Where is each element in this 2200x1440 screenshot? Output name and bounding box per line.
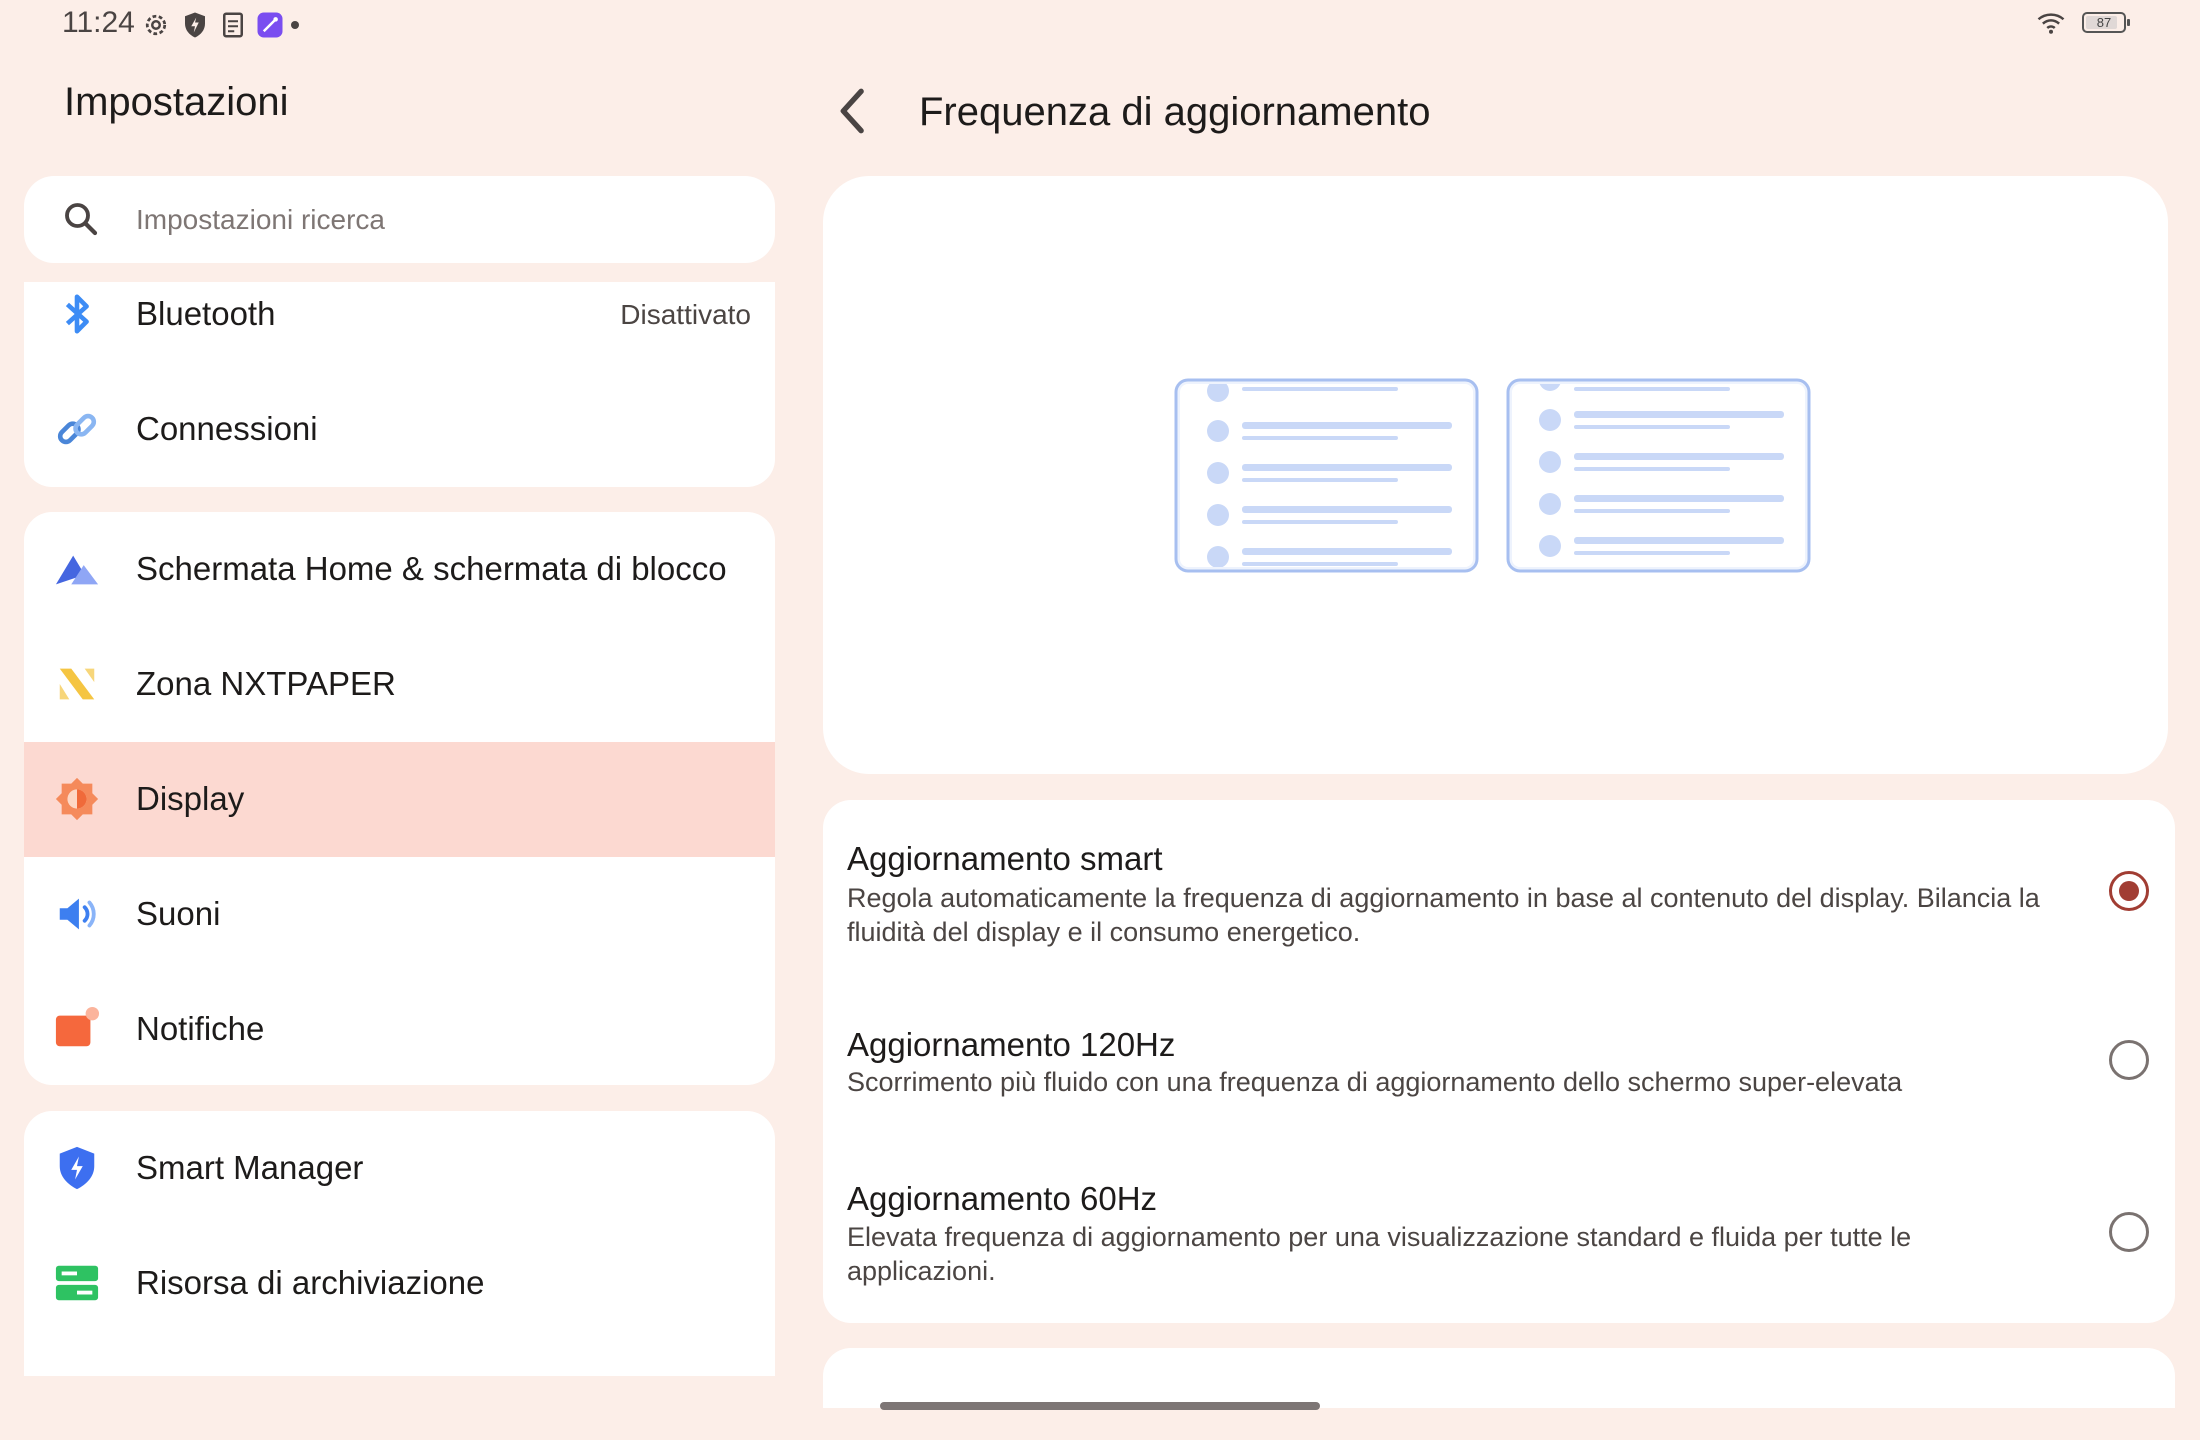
sidebar-item-suoni[interactable] [24,857,775,972]
search-input[interactable]: Impostazioni ricerca [136,204,385,235]
option-description: Regola automaticamente la frequenza di aggiornamento in base al contenuto del display. Bilancia la fluidità del display e il consumo energetico. [847,883,2040,947]
next-settings-card [823,1348,2175,1408]
refresh-rate-illustration [1174,378,1824,578]
sidebar-item-display[interactable] [24,742,775,857]
refresh-rate-options [823,800,2175,1323]
home-indicator[interactable] [880,1402,1320,1410]
sidebar-item-label: Smart Manager [136,1149,364,1186]
sidebar-item-label: Notifiche [136,1010,265,1047]
shield-icon [180,10,210,40]
sidebar-item-connessioni[interactable] [24,372,775,487]
bluetooth-status: Disattivato [620,299,751,330]
option-60hz[interactable] [823,1135,2175,1323]
battery-indicator [2082,12,2126,33]
search-icon [60,198,102,240]
bluetooth-icon [54,291,100,337]
battery-level: 87 [2096,15,2112,30]
settings-group-system [24,1111,775,1376]
sidebar-item-home-lock[interactable] [24,512,775,627]
option-description: Scorrimento più fluido con una frequenza di aggiornamento dello schermo super-elevata [847,1067,1903,1097]
sidebar-item-label: Schermata Home & schermata di blocco [136,550,727,587]
status-time: 11:24 [62,6,135,39]
search-bar[interactable] [24,176,775,263]
option-title: Aggiornamento 120Hz [847,1026,1176,1063]
sidebar-item-label: Display [136,780,245,817]
notification-dot [291,21,299,29]
sidebar-item-storage[interactable] [24,1226,775,1341]
radio-120hz[interactable] [2109,1040,2149,1080]
gear-icon [141,10,171,40]
refresh-rate-illustration-card [823,176,2168,774]
link-icon [54,406,100,452]
option-120hz[interactable] [823,975,2175,1135]
shield-bolt-icon [54,1145,100,1191]
page-title: Frequenza di aggiornamento [919,90,1431,134]
speaker-icon [54,891,100,937]
sidebar-item-label: Suoni [136,895,221,932]
display-sun-icon [54,776,100,822]
radio-60hz[interactable] [2109,1212,2149,1252]
sim-card-icon [218,10,248,40]
back-arrow-icon [832,86,876,136]
option-smart-refresh[interactable] [823,800,2175,975]
sidebar-item-smart-manager[interactable] [24,1111,775,1226]
nxtpaper-icon [54,661,100,707]
option-title: Aggiornamento 60Hz [847,1180,1158,1217]
sidebar-item-label: Risorsa di archiviazione [136,1264,485,1301]
sidebar-item-label: Zona NXTPAPER [136,665,396,702]
storage-icon [54,1260,100,1306]
sidebar-item-label: Connessioni [136,410,318,447]
app-icon [255,10,285,40]
back-button[interactable] [832,86,876,136]
sidebar-item-nxtpaper[interactable] [24,627,775,742]
sidebar-item-notifiche[interactable] [24,972,775,1085]
mountain-icon [54,546,100,592]
settings-title: Impostazioni [64,80,289,124]
notification-icon [54,1006,100,1052]
radio-smart-refresh[interactable] [2109,871,2149,911]
wifi-icon [2036,8,2066,38]
settings-group-device [24,512,775,1085]
option-description: Elevata frequenza di aggiornamento per una visualizzazione standard e fluida per tutte le applicazioni. [847,1222,1912,1286]
sidebar-item-bluetooth[interactable] [24,282,775,372]
sidebar-item-label: Bluetooth [136,295,276,332]
option-title: Aggiornamento smart [847,840,1163,877]
settings-group-connectivity [24,282,775,487]
